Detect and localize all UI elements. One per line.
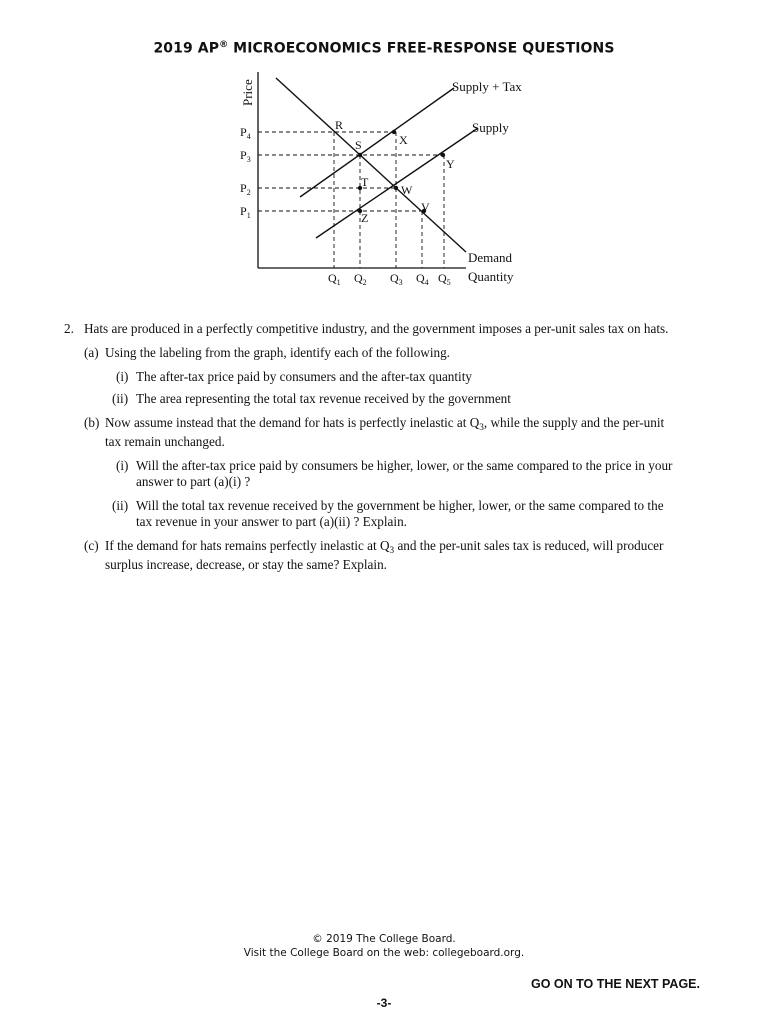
point-t: T — [361, 175, 369, 189]
quantity-label: Quantity — [468, 269, 514, 284]
svg-text:P4: $P_4$ — [240, 125, 251, 141]
demand-label: Demand — [468, 250, 513, 265]
svg-text:P3: $P_3$ — [240, 148, 251, 164]
svg-text:Q2: $Q_2$ — [354, 271, 367, 287]
supply-label: Supply — [472, 120, 509, 135]
supply-curve — [316, 128, 478, 238]
svg-text:P1: $P_1$ — [240, 204, 251, 220]
page-number: -3- — [376, 996, 392, 1010]
point-z: Z — [361, 211, 369, 225]
quantity-labels — [328, 271, 451, 287]
point-labels — [335, 118, 455, 225]
point-s: S — [355, 138, 362, 152]
point-x: X — [399, 133, 408, 147]
page-header: 2019 AP® MICROECONOMICS FREE-RESPONSE QUESTIONS — [153, 40, 615, 57]
point-w: W — [401, 183, 413, 197]
price-guides — [258, 132, 443, 211]
point-r: R — [335, 118, 344, 132]
point-y: Y — [446, 157, 455, 171]
copyright: © 2019 The College Board. — [312, 933, 456, 945]
svg-text:P2: $P_2$ — [240, 181, 251, 197]
supply-tax-label: Supply + Tax — [452, 79, 522, 94]
demand-curve — [276, 78, 466, 252]
svg-text:Q5: $Q_5$ — [438, 271, 451, 287]
website-note: Visit the College Board on the web: collegeboard.org. — [243, 947, 525, 959]
svg-text:Q1: $Q_1$ — [328, 271, 341, 287]
price-labels — [240, 125, 251, 220]
point-v: V — [421, 200, 430, 214]
go-on-notice: GO ON TO THE NEXT PAGE. — [530, 977, 700, 991]
y-axis-label: Price — [240, 79, 255, 106]
supply-tax-curve — [300, 88, 454, 197]
svg-text:Q4: $Q_4$ — [416, 271, 429, 287]
svg-text:Q3: $Q_3$ — [390, 271, 403, 287]
supply-demand-tax-graph — [236, 72, 536, 292]
